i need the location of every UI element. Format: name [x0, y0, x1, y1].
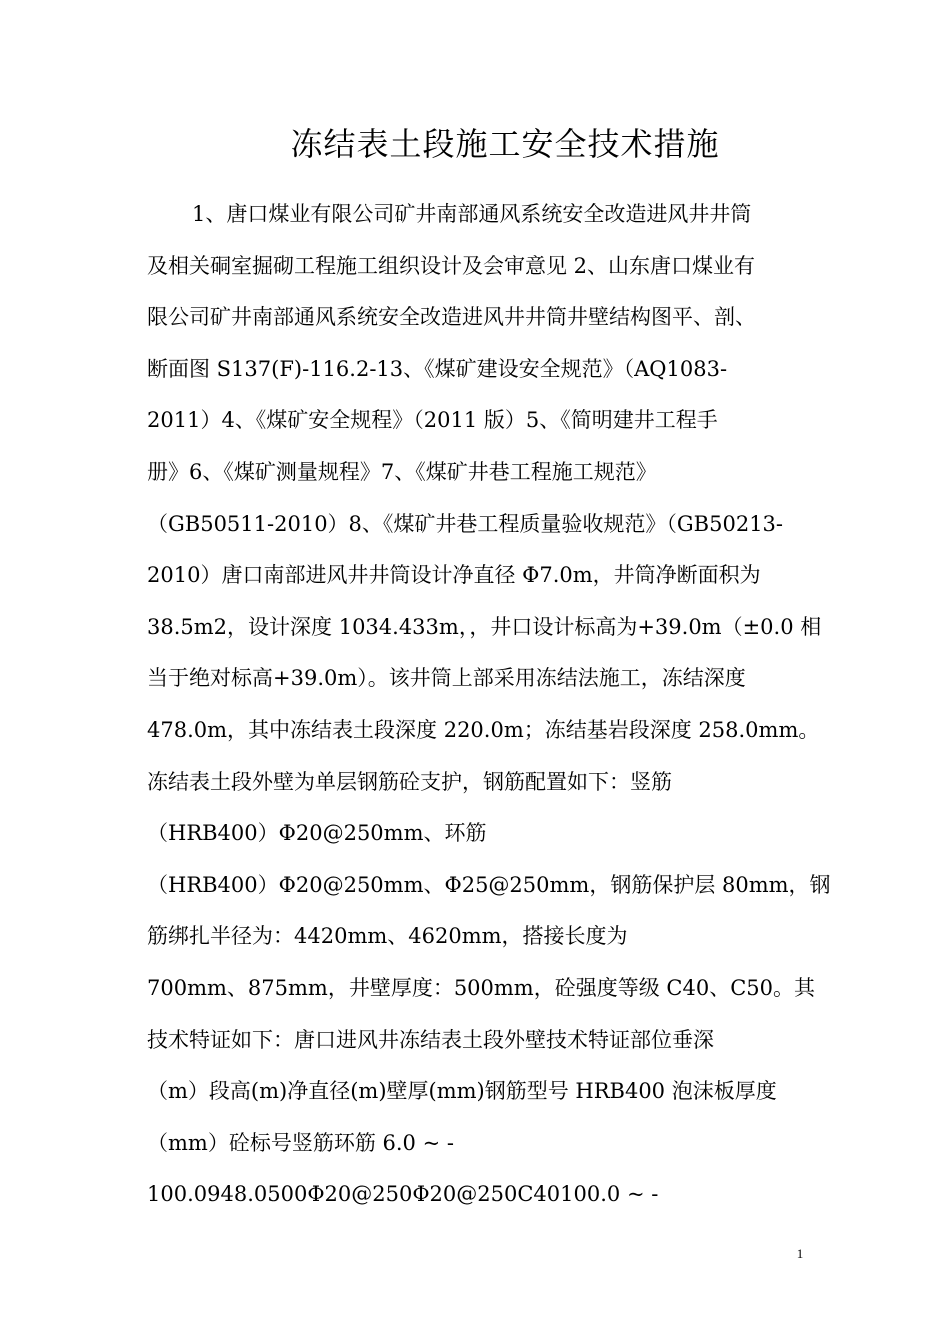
page-number: 1 — [796, 1246, 804, 1261]
document-title: 冻结表土段施工安全技术措施 — [290, 125, 720, 163]
body-line: 冻结表土段外壁为单层钢筋砼支护，钢筋配置如下：竖筋 — [147, 769, 672, 794]
body-line: （HRB400）Φ20@250mm、环筋 — [147, 821, 487, 846]
body-line: （HRB400）Φ20@250mm、Φ25@250mm，钢筋保护层 80mm，钢 — [147, 872, 831, 897]
body-line: 2011）4、《煤矿安全规程》（2011 版）5、《简明建井工程手 — [147, 408, 718, 433]
body-line: （GB50511-2010）8、《煤矿井巷工程质量验收规范》（GB50213- — [147, 511, 784, 536]
body-line: 38.5m2，设计深度 1034.433m，，井口设计标高为+39.0m（±0.0 相 — [147, 614, 822, 639]
body-line: 2010）唐口南部进风井井筒设计净直径 Φ7.0m，井筒净断面积为 — [147, 563, 761, 588]
body-line: （m）段高(m)净直径(m)壁厚(mm)钢筋型号 HRB400 泡沫板厚度 — [147, 1079, 777, 1104]
body-line: 700mm、875mm，井壁厚度：500mm，砼强度等级 C40、C50。其 — [147, 975, 815, 1000]
body-line: 筋绑扎半径为：4420mm、4620mm，搭接长度为 — [147, 924, 628, 949]
body-line: （mm）砼标号竖筋环筋 6.0 ~ - — [147, 1130, 454, 1155]
document-body — [147, 189, 831, 1221]
body-line: 技术特证如下：唐口进风井冻结表土段外壁技术特证部位垂深 — [147, 1027, 714, 1052]
body-line: 478.0m，其中冻结表土段深度 220.0m；冻结基岩段深度 258.0mm。 — [147, 717, 820, 742]
body-line: 当于绝对标高+39.0m）。该井筒上部采用冻结法施工，冻结深度 — [147, 666, 746, 691]
body-line: 断面图 S137(F)-116.2-13、《煤矿建设安全规范》（AQ1083- — [147, 356, 728, 381]
body-line: 册》6、《煤矿测量规程》7、《煤矿井巷工程施工规范》 — [147, 459, 657, 484]
body-line: 1、唐口煤业有限公司矿井南部通风系统安全改造进风井井筒 — [192, 202, 752, 226]
body-line: 100.0948.0500Φ20@250Φ20@250C40100.0 ~ - — [147, 1182, 659, 1207]
body-line: 限公司矿井南部通风系统安全改造进风井井筒井壁结构图平、剖、 — [147, 305, 756, 330]
body-line: 及相关硐室掘砌工程施工组织设计及会审意见 2、山东唐口煤业有 — [147, 253, 756, 278]
